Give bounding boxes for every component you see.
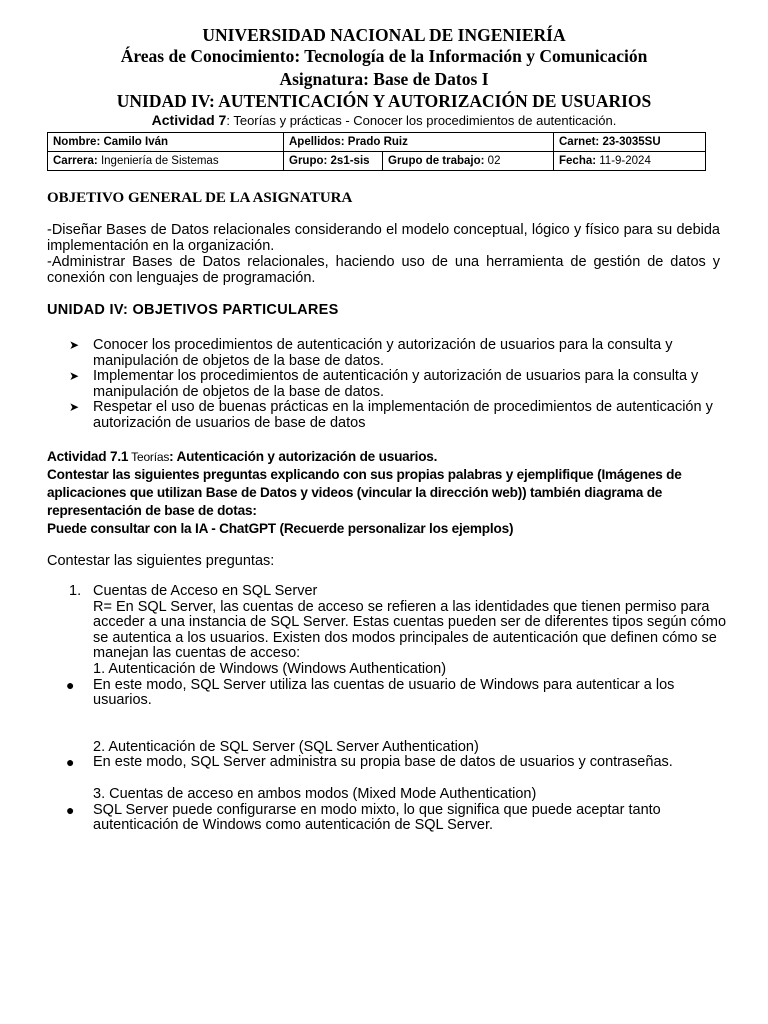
list-item: ● En este modo, SQL Server administra su propia base de datos de usuarios y contraseñas. (66, 754, 673, 771)
objective-text (47, 222, 720, 286)
unit-title: UNIDAD IV: AUTENTICACIÓN Y AUTORIZACIÓN DE USUARIOS (116, 91, 652, 111)
mode-2-title: 2. Autenticación de SQL Server (SQL Server Authentication) (93, 738, 479, 755)
bullet-icon: ● (66, 754, 75, 771)
apellidos-cell: Apellidos: Prado Ruiz (284, 133, 554, 152)
activity-7-line (0, 112, 768, 128)
mode-1-title: 1. Autenticación de Windows (Windows Authentication) (93, 660, 447, 677)
activity-71-ia-note: Puede consultar con la IA - ChatGPT (Recuerde personalizar los ejemplos) (47, 521, 514, 536)
unit-objectives-list (47, 338, 720, 432)
carrera-cell: Carrera: Ingeniería de Sistemas (48, 152, 284, 171)
activity-7-text: : Teorías y prácticas - Conocer los procedimientos de autenticación. (226, 113, 617, 128)
bullet-icon: ● (66, 801, 75, 818)
mode-3-title: 3. Cuentas de acceso en ambos modos (Mixed Mode Authentication) (93, 785, 537, 802)
activity-7-label: Actividad 7 (151, 112, 227, 128)
activity-71-block (47, 448, 737, 538)
nombre-cell: Nombre: Camilo Iván (48, 133, 284, 152)
objective-title: OBJETIVO GENERAL DE LA ASIGNATURA (47, 190, 353, 206)
arrow-bullet-icon: ➤ (69, 400, 80, 415)
arrow-bullet-icon: ➤ (69, 338, 80, 352)
arrow-bullet-icon: ➤ (69, 369, 80, 384)
fecha-cell: Fecha: 11-9-2024 (554, 152, 706, 171)
university-title: UNIVERSIDAD NACIONAL DE INGENIERÍA (202, 25, 566, 45)
objective-line: -Administrar Bases de Datos relacionales, haciendo uso de una herramienta de gestión de datos y conexión con lenguajes de programación. (47, 254, 720, 286)
list-item: ➤ Implementar los procedimientos de autenticación y autorización de usuarios para la consulta y manipulación de objetos de la base de datos. (69, 368, 699, 400)
bullet-icon: ● (66, 676, 75, 693)
table-row (48, 133, 706, 152)
student-info-table (47, 132, 706, 171)
list-item: ● SQL Server puede configurarse en modo mixto, lo que significa que puede aceptar tanto autenticación de Windows como autenticación de SQL Server. (66, 801, 661, 834)
question-1 (47, 584, 727, 834)
grupo-cell: Grupo: 2s1-sis (284, 152, 383, 171)
questions-intro: Contestar las siguientes preguntas: (47, 553, 275, 569)
unit-objectives-title: UNIDAD IV: OBJETIVOS PARTICULARES (47, 302, 339, 318)
list-item: ➤ Conocer los procedimientos de autenticación y autorización de usuarios para la consulta y manipulación de objetos de la base de datos. (69, 337, 673, 369)
grupo-trabajo-cell: Grupo de trabajo: 02 (383, 152, 554, 171)
list-item: ● En este modo, SQL Server utiliza las cuentas de usuario de Windows para autenticar a los usuarios. (66, 676, 675, 709)
list-item: ➤ Respetar el uso de buenas prácticas en la implementación de procedimientos de autenticación y autorización de usuarios de base de datos (69, 399, 713, 431)
table-row (48, 152, 706, 171)
areas-title: Áreas de Conocimiento: Tecnología de la Información y Comunicación (120, 46, 648, 66)
objective-line: -Diseñar Bases de Datos relacionales considerando el modelo conceptual, lógico y físico para su debida implementación en la organización. (47, 222, 720, 254)
activity-71-heading: Actividad 7.1 Teorías: Autenticación y autorización de usuarios. (47, 449, 438, 464)
activity-71-instructions: Contestar las siguientes preguntas explicando con sus propias palabras y ejemplifique (Imágenes de aplicaciones que utilizan Base de Datos y videos (vincular la dirección web)) también diagrama de representación de base de dotas: (47, 467, 682, 518)
carnet-cell: Carnet: 23-3035SU (554, 133, 706, 152)
question-title: 1. Cuentas de Acceso en SQL Server (69, 583, 318, 599)
subject-title: Asignatura: Base de Datos I (279, 69, 489, 89)
question-answer: R= En SQL Server, las cuentas de acceso se refieren a las identidades que tienen permiso para acceder a una instancia de SQL Server. Estas cuentas pueden ser de diferentes tipos según cómo se autentica a los usuarios. Existen dos modos principales de autenticación que definen cómo se manejan las cuentas de acceso: (93, 598, 727, 662)
